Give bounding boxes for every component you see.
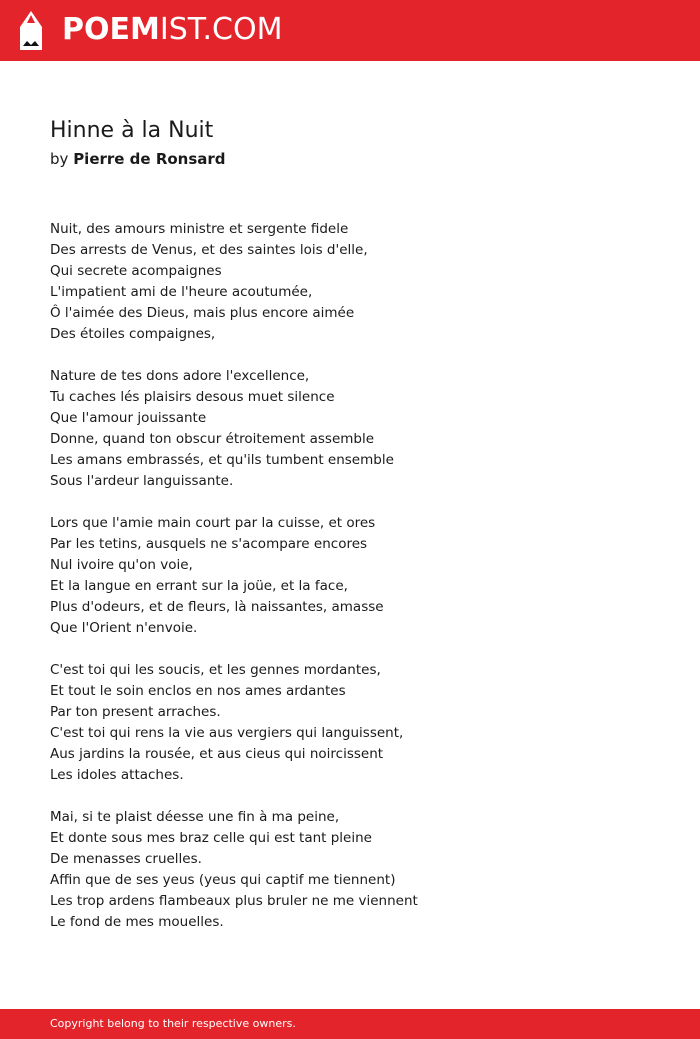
poem-title: Hinne à la Nuit — [50, 118, 214, 143]
poem-line: Les trop ardens flambeaux plus bruler ne me viennent — [50, 893, 418, 909]
poem-line: Par ton present arraches. — [50, 704, 221, 720]
poem-line: Par les tetins, ausquels ne s'acompare encores — [50, 536, 368, 552]
poem-line: C'est toi qui les soucis, et les gennes mordantes, — [50, 662, 381, 678]
poem-line: Et donte sous mes braz celle qui est tant pleine — [50, 830, 372, 846]
poem-line: Donne, quand ton obscur étroitement assemble — [50, 431, 375, 447]
byline-prefix: by — [50, 150, 69, 168]
pencil-icon — [18, 10, 44, 52]
poem-line: Sous l'ardeur languissante. — [50, 473, 234, 489]
poem-line: Tu caches lés plaisirs desous muet silence — [50, 389, 335, 405]
stanza — [50, 219, 670, 345]
poem-line: Mai, si te plaist déesse une fin à ma peine, — [50, 809, 340, 825]
poem-line: Qui secrete acompaignes — [50, 263, 222, 279]
copyright-text: Copyright belong to their respective owners. — [50, 1017, 296, 1030]
poem-line: Lors que l'amie main court par la cuisse, et ores — [50, 515, 376, 531]
poem-line: Et tout le soin enclos en nos ames ardantes — [50, 683, 346, 699]
poem-line: Les amans embrassés, et qu'ils tumbent ensemble — [50, 452, 394, 468]
poem-line: Ô l'aimée des Dieus, mais plus encore aimée — [50, 305, 355, 321]
poem-line: Des étoiles compaignes, — [50, 326, 216, 342]
poem-line: Affin que de ses yeus (yeus qui captif me tiennent) — [50, 872, 396, 888]
logo-light-text: IST.COM — [159, 12, 283, 47]
poem-line: L'impatient ami de l'heure acoutumée, — [50, 284, 313, 300]
poem-line: Que l'Orient n'envoie. — [50, 620, 198, 636]
stanza — [50, 807, 670, 933]
poem-line: Aus jardins la rousée, et aus cieus qui noircissent — [50, 746, 384, 762]
site-logo[interactable] — [62, 11, 282, 49]
poem-line: Plus d'odeurs, et de fleurs, là naissantes, amasse — [50, 599, 384, 615]
poem-line: C'est toi qui rens la vie aus vergiers qui languissent, — [50, 725, 404, 741]
poem-line: Nuit, des amours ministre et sergente fidele — [50, 221, 349, 237]
byline — [50, 149, 226, 169]
author-name: Pierre de Ronsard — [73, 150, 226, 168]
poem-line: Nature de tes dons adore l'excellence, — [50, 368, 310, 384]
stanza — [50, 366, 670, 492]
logo-bold-text: POEM — [62, 12, 160, 47]
footer-bar — [0, 1009, 700, 1039]
stanza — [50, 660, 670, 786]
top-banner — [0, 0, 700, 61]
poem-line: Les idoles attaches. — [50, 767, 184, 783]
poem-line: Et la langue en errant sur la joüe, et la face, — [50, 578, 348, 594]
poem-line: Le fond de mes mouelles. — [50, 914, 224, 930]
poem-line: De menasses cruelles. — [50, 851, 202, 867]
poem-line: Nul ivoire qu'on voie, — [50, 557, 193, 573]
stanza — [50, 513, 670, 639]
poem-line: Des arrests de Venus, et des saintes lois d'elle, — [50, 242, 368, 258]
poem-line: Que l'amour jouissante — [50, 410, 207, 426]
poem-body — [50, 219, 670, 954]
